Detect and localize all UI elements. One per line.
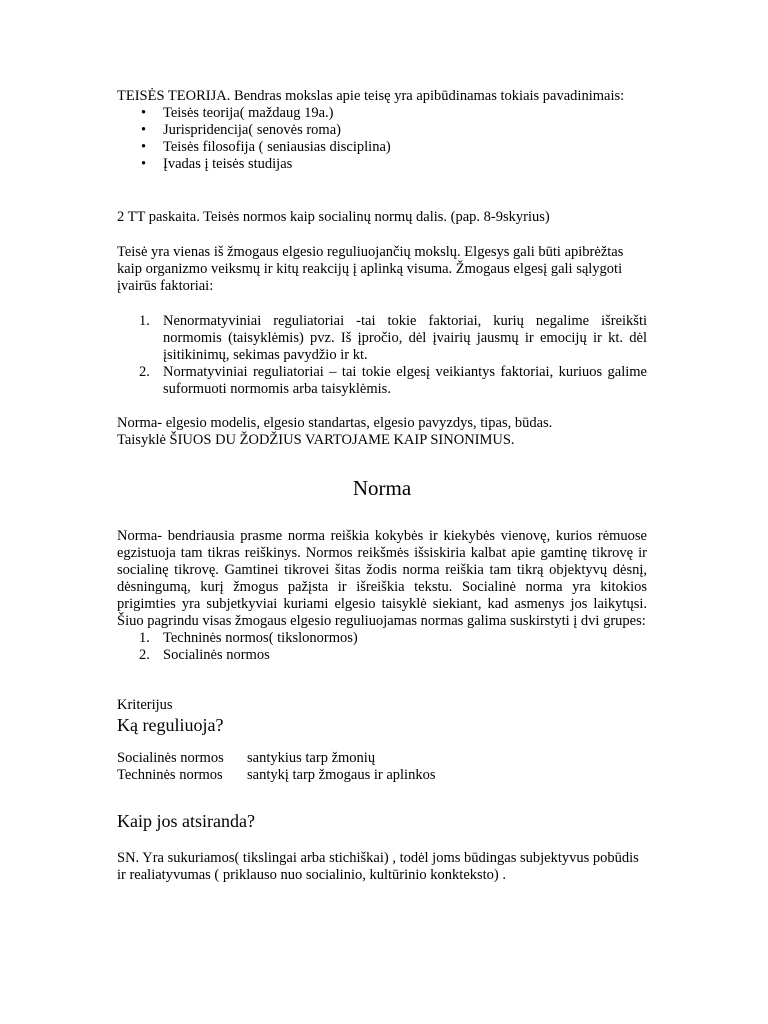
paragraph-behavior: Teisė yra vienas iš žmogaus elgesio reguliuojančių mokslų. Elgesys gali būti apibrėžtas kaip organizmo veiksmų ir kitų reakcijų į aplinką visuma. Žmogaus elgesį gali sąlygoti įvairūs faktoriai:	[117, 244, 624, 294]
table-row	[117, 750, 435, 767]
table-cell: Techninės normos	[117, 767, 223, 783]
groups-list	[117, 630, 647, 664]
paragraph-norm: Norma- bendriausia prasme norma reiškia kokybės ir kiekybės vienovę, kurios rėmuose egzistuoja tam tikras reiškinys. Normos reikšmės išsiskiria kalbat apie gamtinę tikrovę ir socialinę tikrovę. Gamtinei tikrovei šitas žodis norma reiškia tam tikrą objektyvų dėsnį, dėsningumą, kurį žmogus pažįsta ir išreiškia tekstu. Socialinė norma yra kitokios prigimties yra subjetkyviai kuriami elgesio taisyklė siekiant, kad asmenys jos laikytųsi. Šiuo pagrindu visas žmogaus elgesio reguliuojamas normas galima suskirstyti į dvi grupes:	[117, 528, 647, 629]
list-number: 2.	[139, 364, 150, 380]
list-item	[117, 364, 647, 398]
list-item	[117, 647, 647, 664]
regulators-list	[117, 313, 647, 398]
table-cell: santykius tarp žmonių	[247, 750, 376, 766]
intro-bullet-list	[117, 105, 647, 173]
list-number: 2.	[139, 647, 150, 663]
list-item: • Teisės filosofija ( seniausias disciplina)	[117, 139, 647, 156]
question-how-arise: Kaip jos atsiranda?	[117, 811, 255, 831]
list-text: Techninės normos( tikslonormos)	[163, 630, 358, 646]
list-item: • Jurispridencija( senovės roma)	[117, 122, 647, 139]
list-item: • Teisės teorija( maždaug 19a.)	[117, 105, 647, 122]
question-what-regulates: Ką reguliuoja?	[117, 715, 224, 735]
criteria-table	[117, 750, 435, 784]
list-text: Nenormatyviniai reguliatoriai -tai tokie faktoriai, kurių negalime išreikšti normomis (taisyklėmis) pvz. Iš įpročio, dėl įvairių jausmų ir emocijų ir kt. dėl įsitikinimų, sekimas pavydžio ir kt.	[163, 313, 647, 363]
list-item	[117, 313, 647, 364]
list-number: 1.	[139, 630, 150, 646]
list-item: • Įvadas į teisės studijas	[117, 156, 647, 173]
list-text: Socialinės normos	[163, 647, 270, 663]
rule-definition: Taisyklė ŠIUOS DU ŽODŽIUS VARTOJAME KAIP SINONIMUS.	[117, 432, 515, 448]
table-cell: Socialinės normos	[117, 750, 224, 766]
criteria-label: Kriterijus	[117, 697, 173, 713]
paragraph-social-norms: SN. Yra sukuriamos( tikslingai arba stichiškai) , todėl joms būdingas subjektyvus pobūdis ir realiatyvumas ( priklauso nuo socialinio, kultūrinio konkteksto) .	[117, 850, 639, 883]
section-title: Norma	[352, 476, 412, 500]
document-body	[117, 88, 647, 884]
table-cell: santykį tarp žmogaus ir aplinkos	[247, 767, 436, 783]
list-number: 1.	[139, 313, 150, 329]
lecture-title: 2 TT paskaita. Teisės normos kaip socialinų normų dalis. (pap. 8-9skyrius)	[117, 209, 550, 225]
list-item	[117, 630, 647, 647]
norm-definition: Norma- elgesio modelis, elgesio standartas, elgesio pavyzdys, tipas, būdas.	[117, 415, 553, 431]
list-text: Normatyviniai reguliatoriai – tai tokie elgesį veikiantys faktoriai, kuriuos galime suformuoti normomis arba taisyklėmis.	[163, 364, 647, 397]
table-row	[117, 767, 435, 784]
intro-text: TEISĖS TEORIJA. Bendras mokslas apie teisę yra apibūdinamas tokiais pavadinimais:	[117, 88, 625, 104]
